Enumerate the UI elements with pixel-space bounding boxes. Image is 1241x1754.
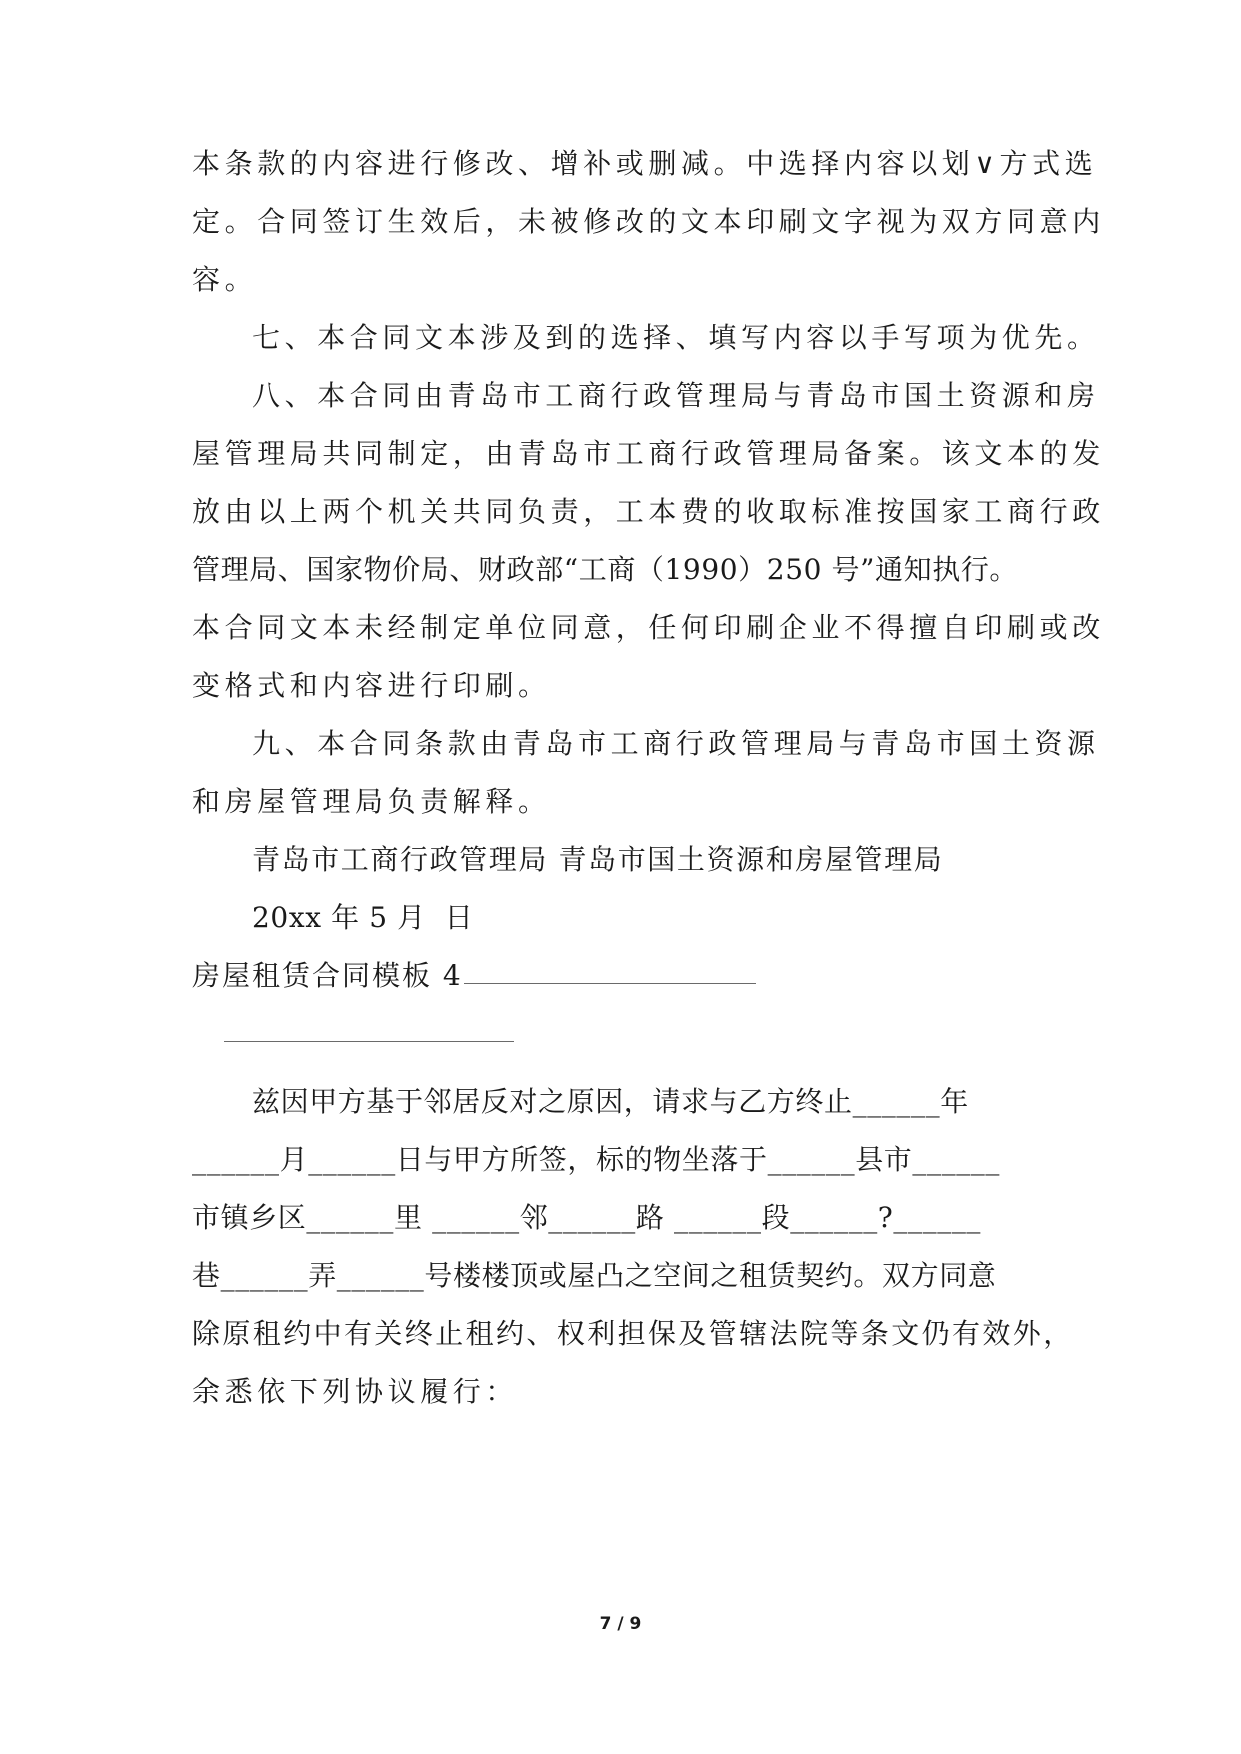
paragraph-line: 管理局、国家物价局、财政部“工商（1990）250 号”通知执行。 [192,553,1019,586]
clause-eight: 八、本合同由青岛市工商行政管理局与青岛市国土资源和房 [252,379,1100,412]
paragraph-line: 放由以上两个机关共同负责，工本费的收取标准按国家工商行政 [192,495,1105,528]
paragraph-line: 变格式和内容进行印刷。 [192,669,551,702]
paragraph-line: 定。合同签订生效后，未被修改的文本印刷文字视为双方同意内 [192,205,1105,238]
issuing-authorities: 青岛市工商行政管理局 青岛市国土资源和房屋管理局 [252,843,944,876]
paragraph-line: 除原租约中有关终止租约、权利担保及管辖法院等条文仍有效外， [192,1317,1074,1350]
paragraph-line: 和房屋管理局负责解释。 [192,785,551,818]
paragraph-line: 余悉依下列协议履行： [192,1375,519,1408]
paragraph-line: 市镇乡区______里 ______邻______路 ______段______?______ [192,1201,982,1234]
page-number: 7 / 9 [599,1614,642,1634]
paragraph-line: ______月______日与甲方所签，标的物坐落于______县市______ [192,1143,1001,1176]
paragraph-line: 巷______弄______号楼楼顶或屋凸之空间之租赁契约。双方同意 [192,1259,997,1292]
clause-nine: 九、本合同条款由青岛市工商行政管理局与青岛市国土资源 [252,727,1100,760]
paragraph-line: 屋管理局共同制定，由青岛市工商行政管理局备案。该文本的发 [192,437,1105,470]
blank-underline [464,983,756,984]
blank-underline [224,1041,514,1042]
paragraph-line: 容。 [192,263,258,296]
paragraph-line: 本条款的内容进行修改、增补或删减。中选择内容以划∨方式选 [192,147,1098,180]
issue-date: 20xx 年 5 月 日 [252,901,474,934]
clause-seven: 七、本合同文本涉及到的选择、填写内容以手写项为优先。 [252,321,1100,354]
paragraph-line: 本合同文本未经制定单位同意，任何印刷企业不得擅自印刷或改 [192,611,1105,644]
contract-intro: 兹因甲方基于邻居反对之原因，请求与乙方终止______年 [252,1085,969,1118]
section-title: 房屋租赁合同模板 4 [192,959,463,992]
